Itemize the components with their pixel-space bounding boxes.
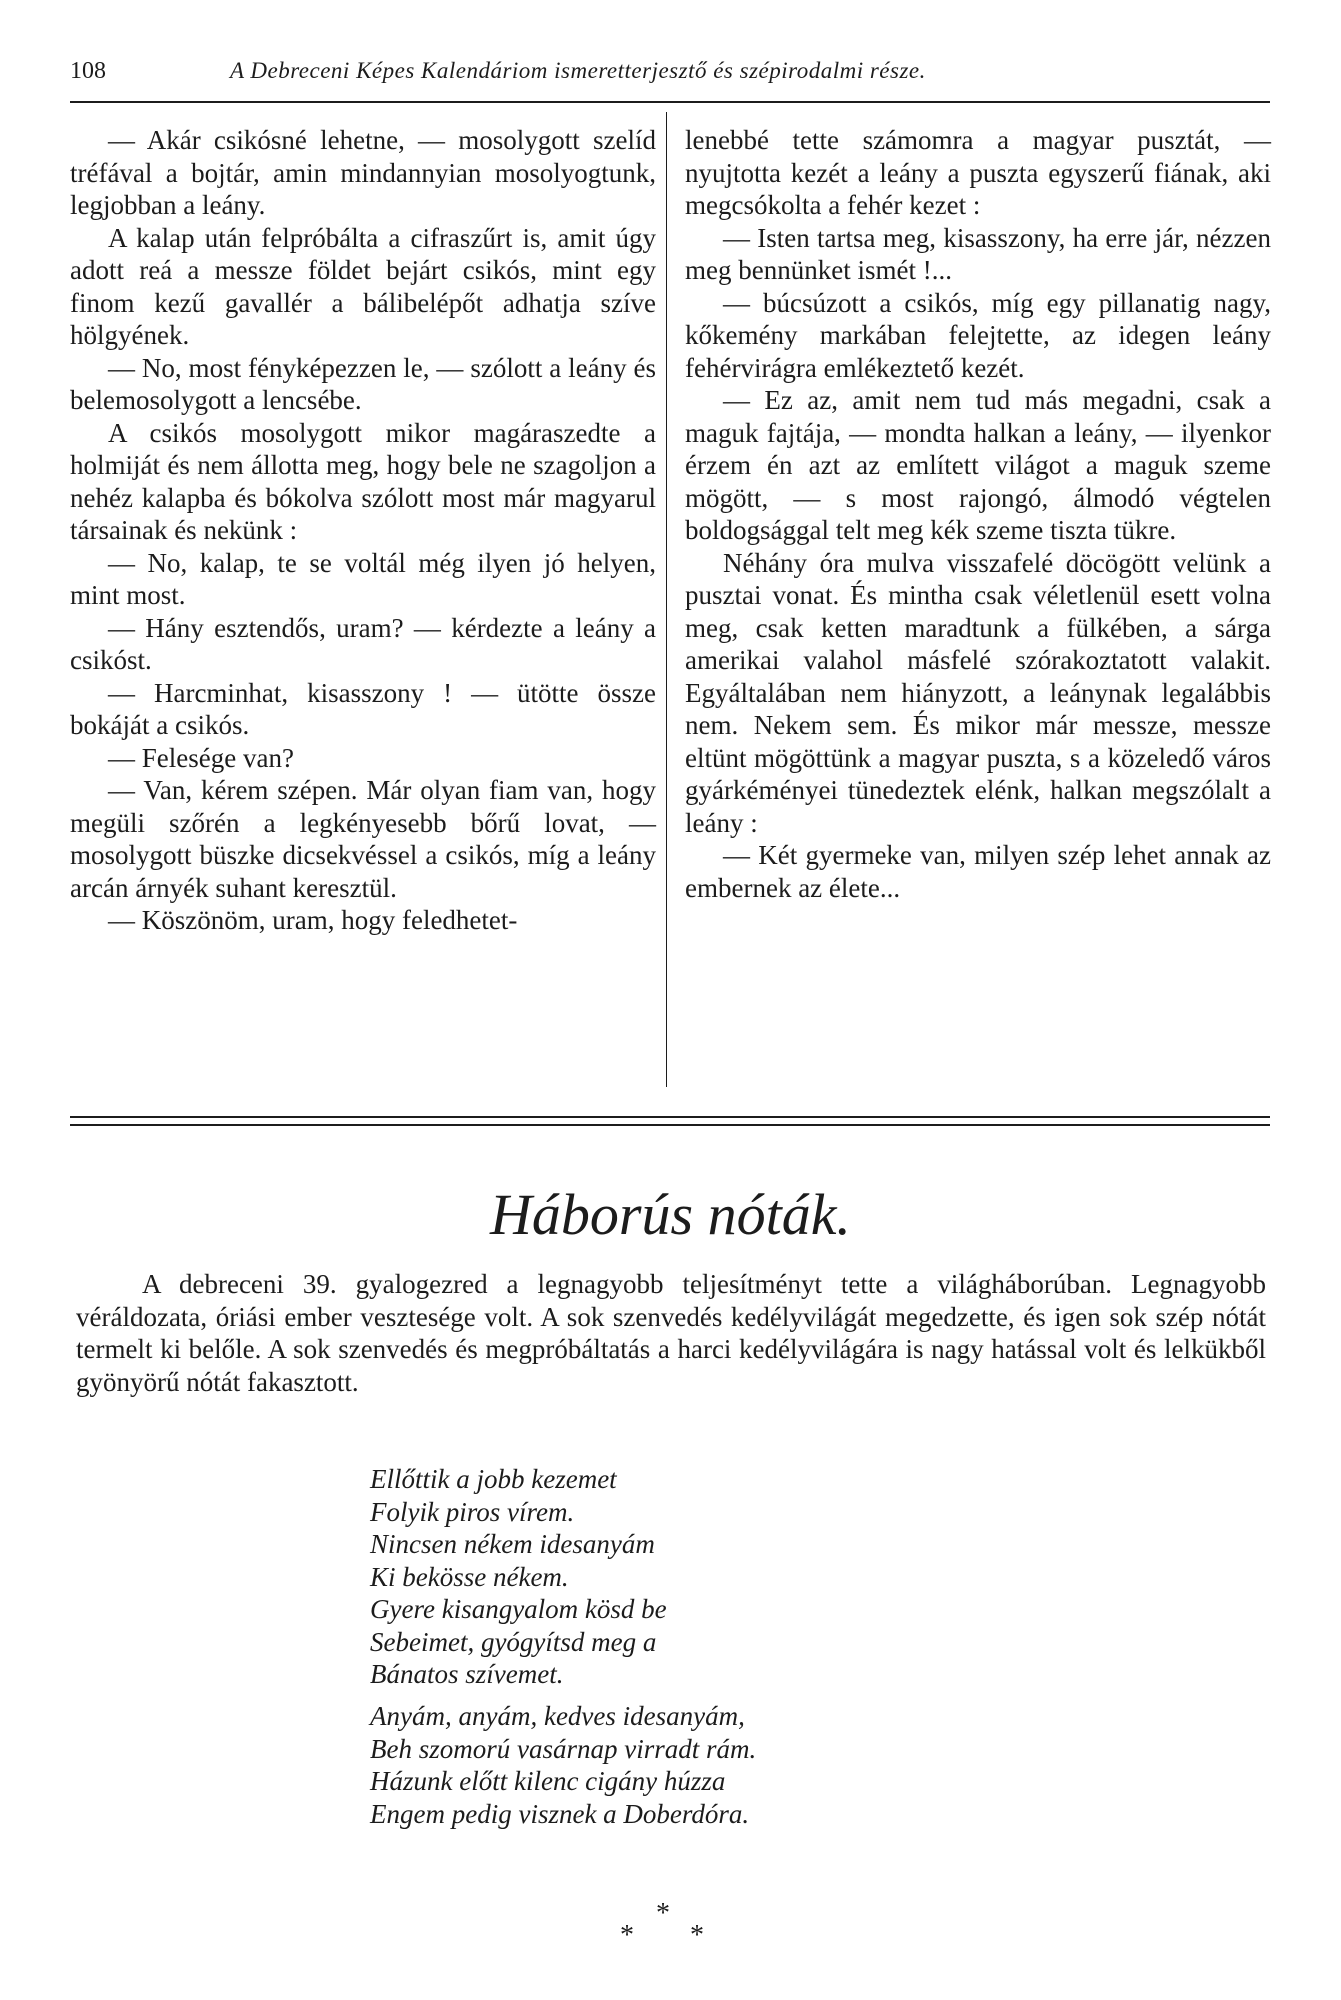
poem-line: Folyik piros vírem. — [370, 1496, 575, 1527]
poem-stanza-1 — [370, 1463, 970, 1691]
paragraph: — Két gyermeke van, milyen szép lehet annak az embernek az élete... — [685, 840, 1271, 903]
poem-line: Beh szomorú vasárnap virradt rám. — [370, 1733, 757, 1764]
poem-line: Ki bekösse nékem. — [370, 1561, 569, 1592]
paragraph: — No, most fényképezzen le, — szólott a leány és belemosolygott a lencsébe. — [70, 352, 656, 415]
paragraph: Néhány óra mulva visszafelé döcögött velünk a pusztai vonat. És mintha csak véletlenül esett volna meg, csak ketten maradtunk a fülkében, a sárga amerikai valahol másfelé szórakoztatott valakit. Egyáltalában nem hiányzott, a leánynak legalábbis nem. Nekem sem. És mikor már messze, messze eltünt mögöttünk a magyar puszta, s a közeledő város gyárkéményei tünedeztek elénk, halkan megszólalt a leány : — [685, 547, 1271, 838]
section-intro — [76, 1268, 1266, 1398]
poem-line: Engem pedig visznek a Doberdóra. — [370, 1798, 750, 1829]
poem-line: Anyám, anyám, kedves idesanyám, — [370, 1701, 745, 1731]
left-column — [70, 124, 656, 937]
running-head: A Debreceni Képes Kalendáriom ismeretterjesztő és szépirodalmi része. — [230, 58, 926, 83]
asterisk: * — [620, 1920, 634, 1951]
section-rule-bottom — [70, 1124, 1270, 1126]
poem-stanza-2 — [370, 1700, 970, 1830]
intro-paragraph: A debreceni 39. gyalogezred a legnagyobb teljesítményt tette a világháborúban. Legnagyobb véráldozata, óriási ember vesztesége volt. A sok szenvedés kedélyvilágát megedzette, és igen sok szép nótát termelt ki belőle. A sok szenvedés és megpróbáltatás a harci kedélyvilágára is nagy hatással volt és lelkükből gyönyörű nótát fakasztott. — [76, 1269, 1266, 1397]
paragraph: — No, kalap, te se voltál még ilyen jó helyen, mint most. — [70, 547, 656, 610]
poem-line: Sebeimet, gyógyítsd meg a — [370, 1626, 657, 1657]
paragraph: A csikós mosolygott mikor magáraszedte a holmiját és nem állotta meg, hogy bele ne szagoljon a nehéz kalapba és bókolva szólott most már magyarul társainak és nekünk : — [70, 417, 656, 545]
paragraph: — Akár csikósné lehetne, — mosolygott szelíd tréfával a bojtár, amin mindannyian mosolyogtunk, legjobban a leány. — [70, 125, 656, 220]
section-rule-top — [70, 1116, 1270, 1118]
poem-line: Házunk előtt kilenc cigány húzza — [370, 1766, 726, 1796]
poem-line: Nincsen nékem idesanyám — [370, 1529, 655, 1559]
paragraph: — Harcminhat, kisasszony ! — ütötte össze bokáját a csikós. — [70, 677, 656, 740]
poem-line: Ellőttik a jobb kezemet — [370, 1464, 617, 1494]
paragraph: — Hány esztendős, uram? — kérdezte a leány a csikóst. — [70, 612, 656, 675]
column-divider — [666, 112, 667, 1087]
section-title: Háborús nóták. — [490, 1182, 851, 1247]
paragraph: lenebbé tette számomra a magyar pusztát, — nyujtotta kezét a leány a puszta egyszerű fiának, aki megcsókolta a fehér kezet : — [685, 125, 1271, 220]
paragraph: A kalap után felpróbálta a cifraszűrt is, amit úgy adott reá a messze földet bejárt csikós, mint egy finom kezű gavallér a bálibelépőt adhatja szíve hölgyének. — [70, 222, 656, 350]
page-header — [70, 58, 1270, 98]
asterisk: * — [656, 1898, 670, 1929]
paragraph: — Köszönöm, uram, hogy feledhetet- — [108, 905, 518, 935]
asterism — [0, 1900, 1341, 1960]
paragraph: — Isten tartsa meg, kisasszony, ha erre jár, nézzen meg bennünket ismét !... — [685, 222, 1271, 285]
page-number: 108 — [70, 58, 106, 84]
poem-line: Gyere kisangyalom kösd be — [370, 1594, 667, 1624]
right-column — [685, 124, 1271, 904]
asterisk: * — [690, 1920, 704, 1951]
paragraph: — Felesége van? — [108, 742, 294, 773]
poem-line: Bánatos szívemet. — [370, 1659, 564, 1689]
paragraph: — Ez az, amit nem tud más megadni, csak a maguk fajtája, — mondta halkan a leány, — ilyenkor érzem én azt az említett világot a maguk szeme mögött, — s most rajongó, álmodó végtelen boldogsággal telt meg kék szeme tiszta tükre. — [685, 385, 1271, 545]
header-rule — [70, 101, 1270, 103]
paragraph: — Van, kérem szépen. Már olyan fiam van, hogy megüli szőrén a legkényesebb bőrű lovat, — mosolygott büszke dicsekvéssel a csikós, míg a leány arcán árnyék suhant keresztül. — [70, 775, 656, 903]
paragraph: — búcsúzott a csikós, míg egy pillanatig nagy, kőkemény markában felejtette, az idegen leány fehérvirágra emlékeztető kezét. — [685, 287, 1271, 383]
